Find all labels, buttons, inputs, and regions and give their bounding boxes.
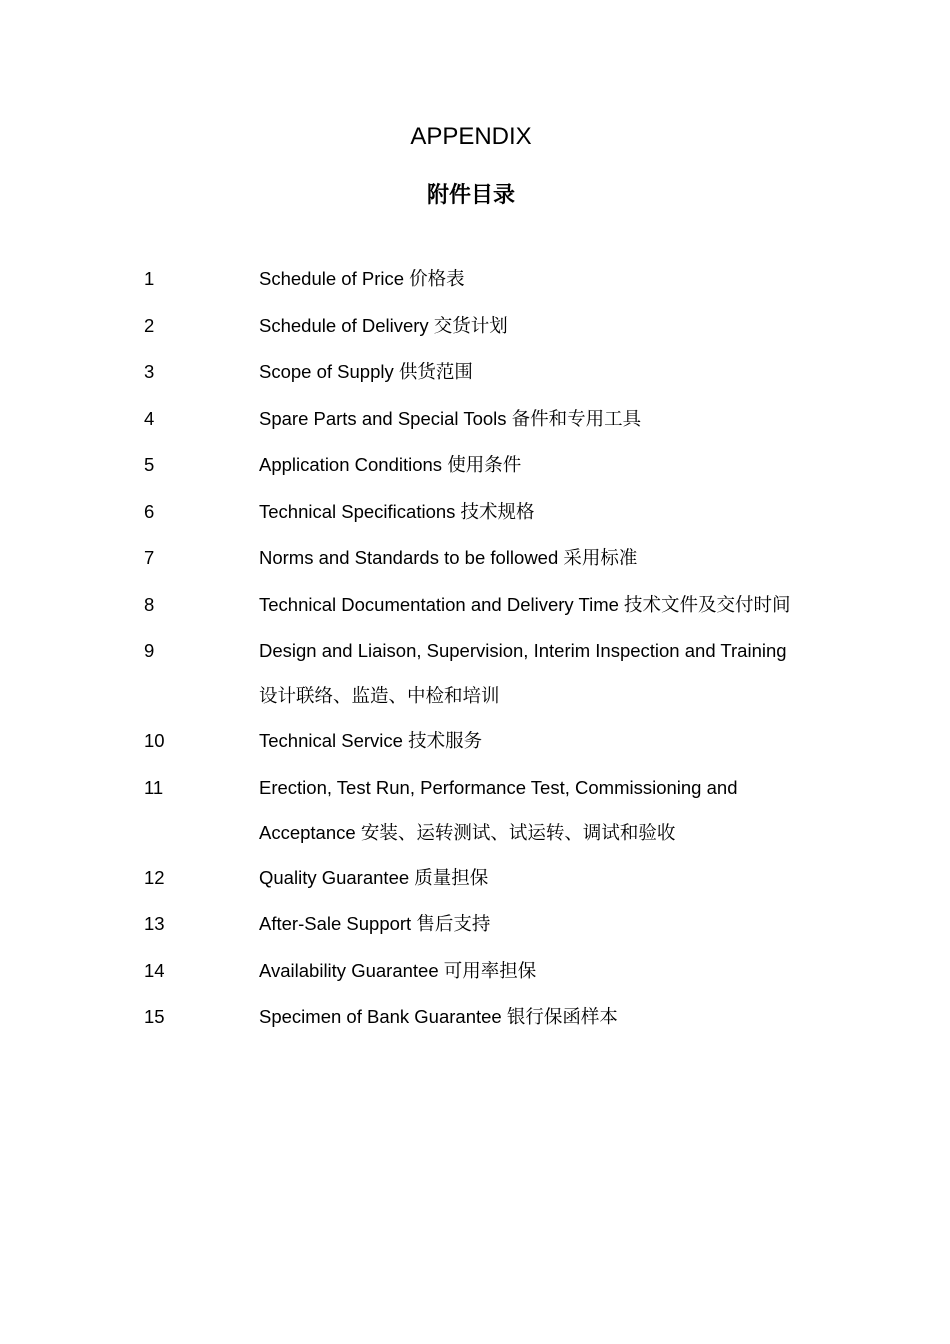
table-of-contents bbox=[0, 256, 950, 1041]
toc-item bbox=[0, 489, 950, 536]
toc-number: 2 bbox=[144, 314, 155, 336]
toc-title: Availability Guarantee 可用率担保 bbox=[259, 959, 537, 981]
toc-item bbox=[0, 994, 950, 1041]
toc-item bbox=[0, 582, 950, 629]
toc-number: 13 bbox=[144, 913, 165, 934]
toc-number: 10 bbox=[144, 730, 165, 751]
toc-number: 9 bbox=[144, 640, 155, 661]
toc-item bbox=[0, 718, 950, 765]
toc-number: 6 bbox=[144, 500, 155, 522]
toc-number: 14 bbox=[144, 959, 165, 981]
toc-number: 15 bbox=[144, 1006, 165, 1027]
page-subtitle: 附件目录 bbox=[426, 182, 515, 207]
toc-number: 4 bbox=[144, 407, 155, 429]
toc-item bbox=[0, 765, 950, 855]
toc-title: Technical Specifications 技术规格 bbox=[259, 500, 535, 522]
toc-title: Norms and Standards to be followed 采用标准 bbox=[259, 547, 638, 568]
toc-title: Specimen of Bank Guarantee 银行保函样本 bbox=[259, 1006, 618, 1027]
toc-title: Quality Guarantee 质量担保 bbox=[259, 866, 489, 888]
toc-title: Technical Documentation and Delivery Time 技术文件及交付时间 bbox=[259, 593, 791, 615]
toc-number: 3 bbox=[144, 361, 155, 382]
toc-number: 8 bbox=[144, 593, 155, 615]
toc-title: Scope of Supply 供货范围 bbox=[259, 361, 473, 382]
toc-title: After-Sale Support 售后支持 bbox=[259, 913, 491, 934]
toc-title: Schedule of Delivery 交货计划 bbox=[259, 314, 508, 336]
toc-number: 5 bbox=[144, 454, 155, 475]
toc-title: Application Conditions 使用条件 bbox=[259, 454, 522, 475]
toc-number: 12 bbox=[144, 866, 165, 888]
page-title: APPENDIX bbox=[410, 123, 532, 150]
toc-item bbox=[0, 628, 950, 718]
toc-title: Schedule of Price 价格表 bbox=[259, 268, 465, 289]
toc-number: 1 bbox=[144, 268, 155, 289]
toc-title: Technical Service 技术服务 bbox=[259, 730, 483, 751]
toc-number: 7 bbox=[144, 547, 155, 568]
toc-item bbox=[0, 535, 950, 582]
toc-item bbox=[0, 256, 950, 303]
toc-item bbox=[0, 396, 950, 443]
toc-item bbox=[0, 901, 950, 948]
toc-number: 11 bbox=[144, 776, 164, 798]
toc-title: Spare Parts and Special Tools 备件和专用工具 bbox=[259, 407, 642, 429]
toc-item bbox=[0, 948, 950, 995]
toc-item bbox=[0, 349, 950, 396]
toc-item bbox=[0, 303, 950, 350]
toc-title: Design and Liaison, Supervision, Interim Inspection and Training 设计联络、监造、中检和培训 bbox=[259, 640, 787, 706]
toc-item bbox=[0, 442, 950, 489]
toc-title: Erection, Test Run, Performance Test, Commissioning and Acceptance 安装、运转测试、试运转、调试和验收 bbox=[259, 776, 738, 843]
toc-item bbox=[0, 855, 950, 902]
